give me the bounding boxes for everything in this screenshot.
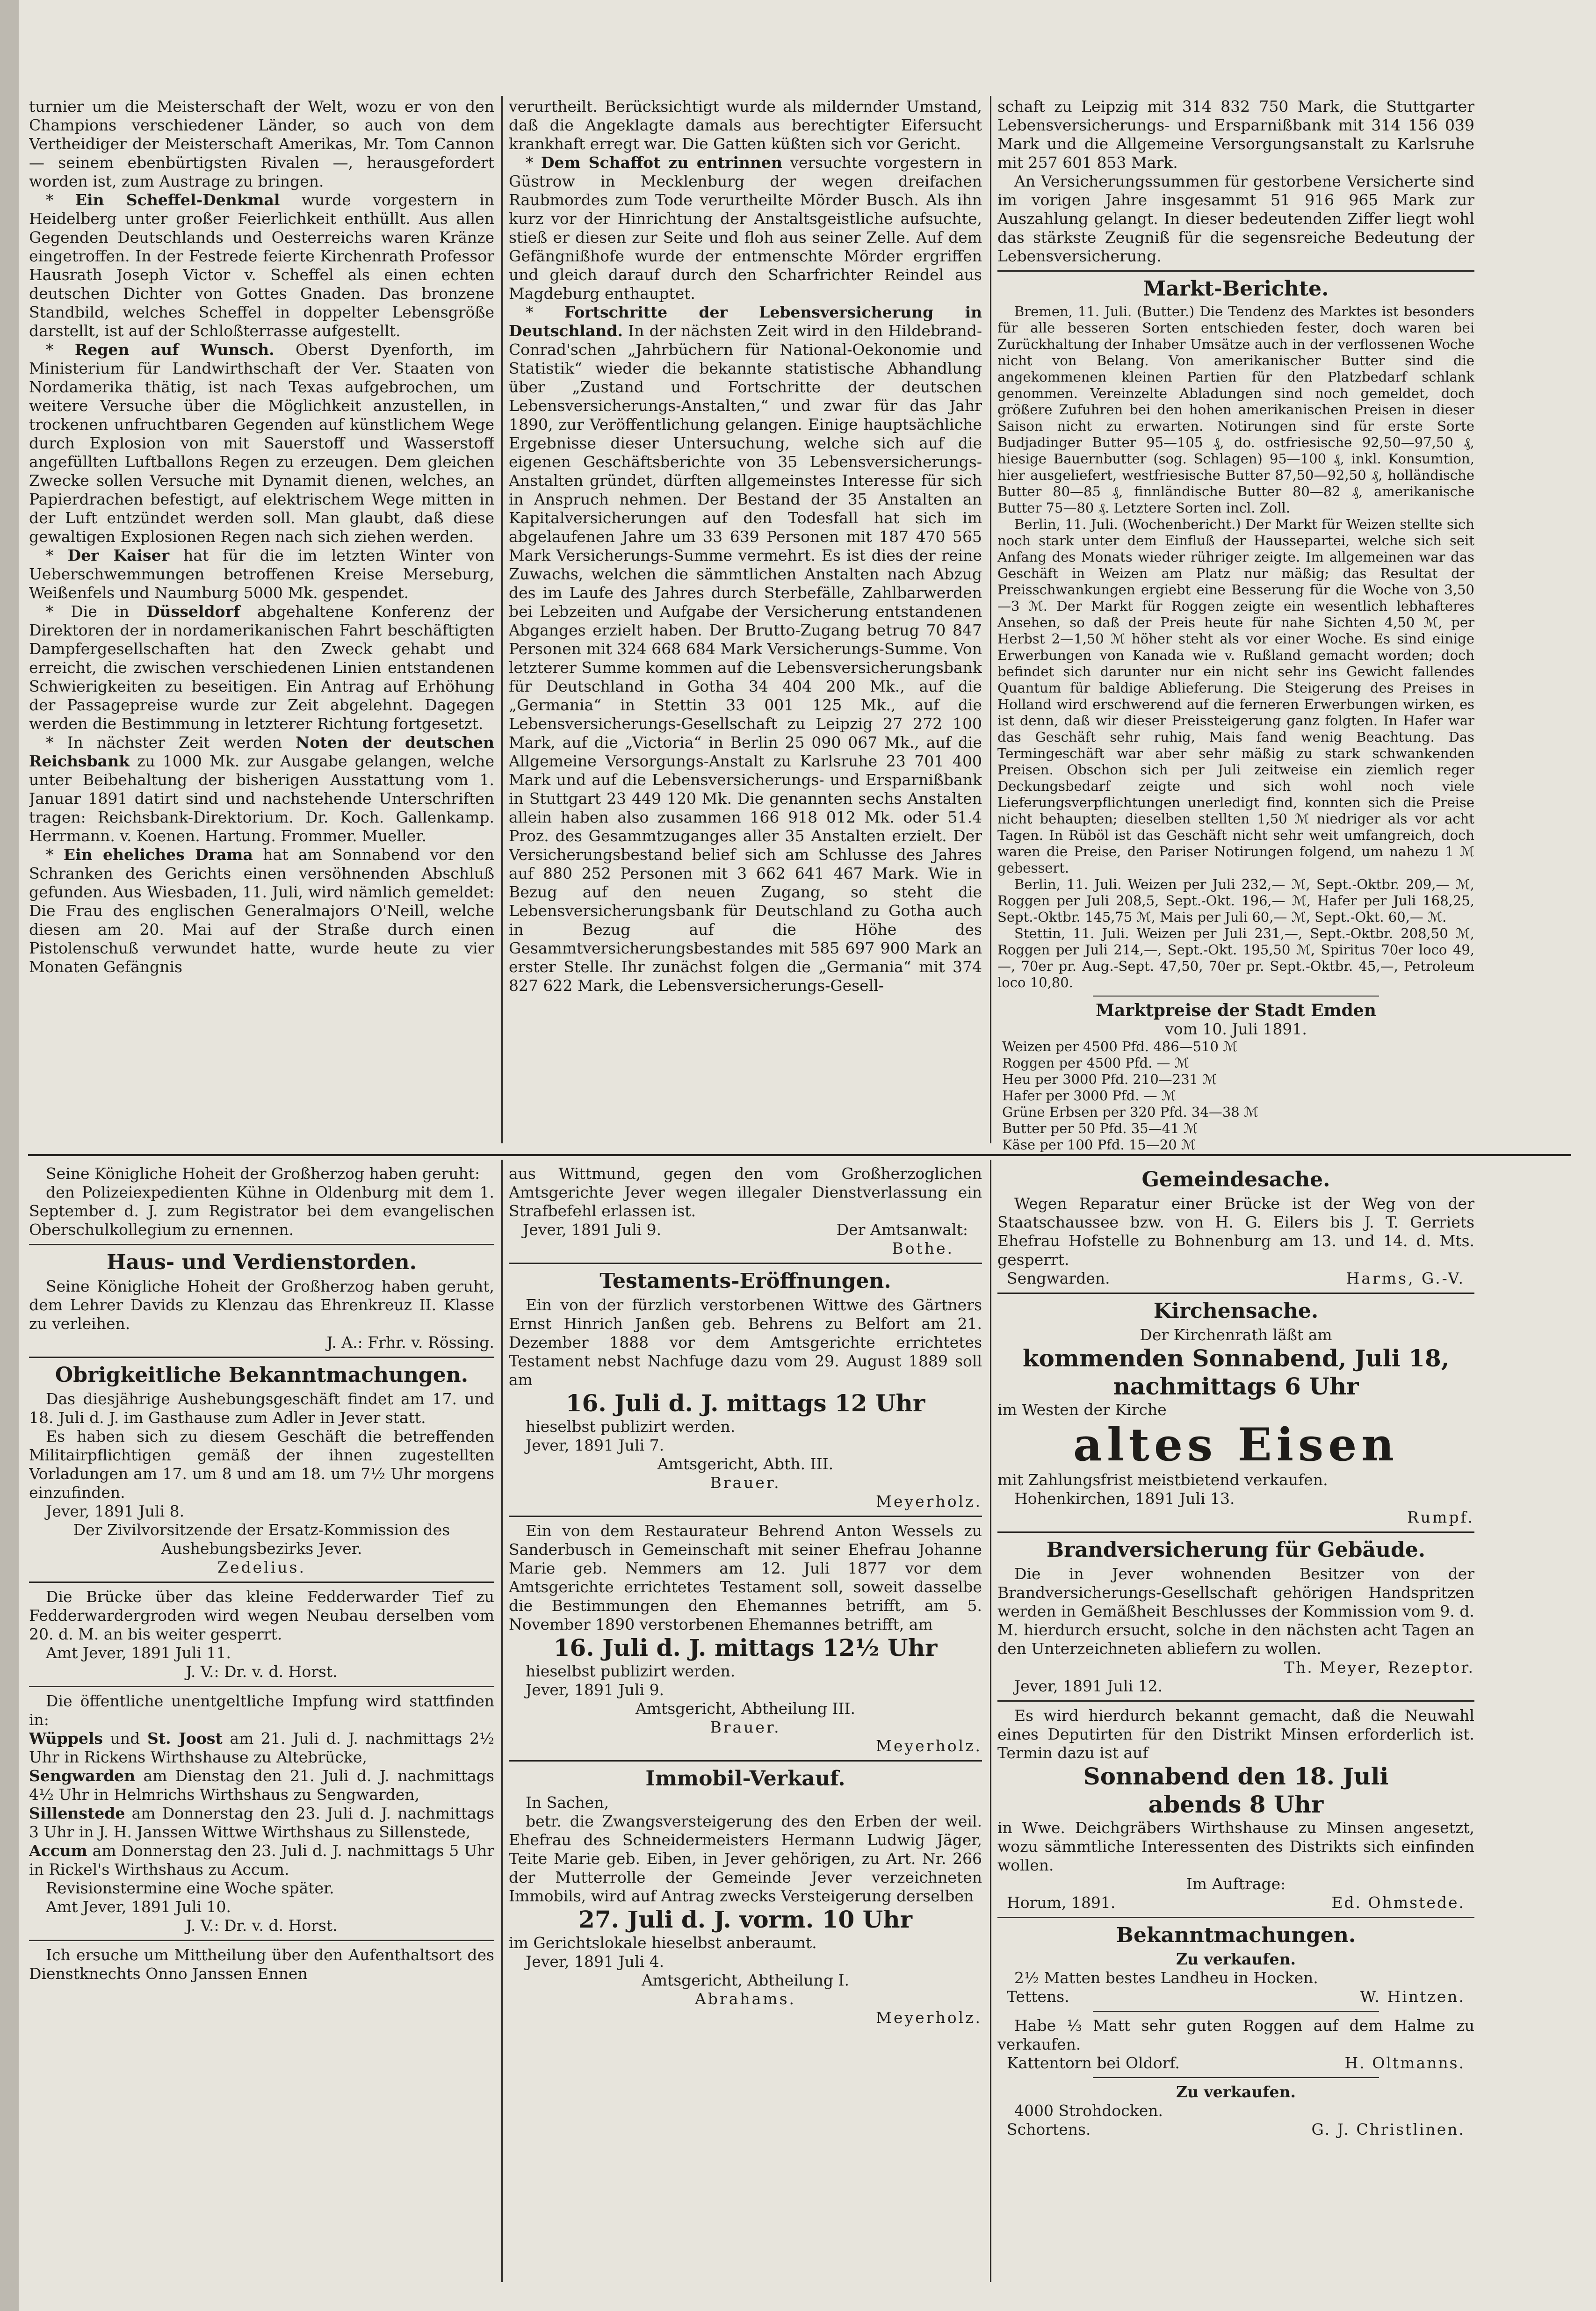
notice-text: In Sachen, — [526, 1793, 609, 1812]
price-line: Butter per 50 Pfd. 35—41 ℳ — [1002, 1120, 1198, 1136]
notice-text: aus Wittmund, gegen den vom Großherzoglichen Amtsgerichte Jever wegen illegaler Dienstverlassung ein Strafbefehl erlassen ist. — [509, 1164, 982, 1220]
divider — [997, 1700, 1474, 1702]
notice-text: Amtsgericht, Abtheilung I. — [641, 1971, 850, 1989]
divider — [1093, 996, 1379, 997]
notice-text: Hohenkirchen, 1891 Juli 13. — [1014, 1489, 1235, 1508]
notice-text: Amtsgericht, Abtheilung III. — [635, 1699, 856, 1718]
notice-text: Der Zivilvorsitzende der Ersatz-Kommission des Aushebungsbezirks Jever. — [73, 1521, 450, 1558]
article-heading: Ein eheliches Drama — [63, 845, 253, 864]
price-line: Käse per 100 Pfd. 15—20 ℳ — [1002, 1137, 1196, 1152]
section-title: Kirchensache. — [1153, 1299, 1319, 1323]
divider — [1093, 2077, 1379, 2078]
notice-time: abends 8 Uhr — [1148, 1791, 1324, 1818]
notice-signature: Brauer. — [710, 1473, 781, 1492]
notice-text: Habe ⅓ Matt sehr guten Roggen auf dem Halme zu verkaufen. — [997, 2016, 1474, 2053]
notice-text: den Polizeiexpedienten Kühne in Oldenburg mit dem 1. September d. J. zum Registrator bei dem evangelischen Oberschulkollegium zu ernennen. — [29, 1183, 494, 1239]
article-paragraph: verurtheilt. Berücksichtigt wurde als mildernder Umstand, daß die Angeklagte damals aus berechtigter Eifersucht krankhaft erregt war. Die Gatten küßten sich vor Gericht. — [509, 97, 982, 153]
notice-signature: Harms, G.-V. — [1346, 1269, 1465, 1287]
notice-text: Die in Jever wohnenden Besitzer von der Brandversicherungs-Gesellschaft gehörigen Handspritzen werden in Gemäßheit Beschlusses der Kommission vom 9. d. M. hierdurch ersucht, solche in den nächsten acht Tagen an den Unterzeichneten abliefern zu wollen. — [997, 1565, 1474, 1658]
price-line: Roggen per 4500 Pfd. — ℳ — [1002, 1055, 1189, 1071]
notice-text: im Gerichtslokale hieselbst anberaumt. — [509, 1934, 817, 1952]
notice-signature: Meyerholz. — [876, 1492, 982, 1510]
notice-text: Jever, 1891 Juli 9. — [523, 1220, 662, 1239]
market-report: Stettin, 11. Juli. Weizen per Juli 231,—, Sept.-Oktbr. 208,50 ℳ, Roggen per Juli 214,—, Sept.-Okt. 195,50 ℳ, Spiritus 70er loco 49,—, 70er pr. Aug.-Sept. 47,50, 70er pr. Sept.-Oktbr. 45,—, Petroleum loco 10,80. — [997, 925, 1474, 990]
notice-text: Sillenstede am Donnerstag den 23. Juli d. J. nachmittags 3 Uhr in J. H. Janssen Wittwe Wirthshaus zu Sillenstede, — [29, 1804, 494, 1841]
notice-headline: altes Eisen — [1073, 1418, 1399, 1471]
notice-subtitle: Zu verkaufen. — [1176, 2083, 1296, 2101]
notice-text: Wegen Reparatur einer Brücke ist der Weg von der Staatschaussee bzw. von H. G. Eilers bis J. T. Gerriets Ehefrau Hofstelle zu Bohnenburg am 13. und 14. d. Mts. gesperrt. — [997, 1194, 1474, 1269]
article-paragraph: * Regen auf Wunsch. Oberst Dyenforth, im Ministerium für Landwirthschaft der Ver. Staaten von Nordamerika thätig, ist nach Texas aufgebrochen, um weitere Versuche über die Möglichkeit anzustellen, in trockenen unfruchtbaren Gegenden auf künstlichem Wege durch Explosion von mit Sauerstoff und Wasserstoff angefüllten Luftballons Regen zu erzeugen. Dem gleichen Zwecke sollen Versuche mit Dynamit dienen, welches, an Papierdrachen befestigt, auf elektrischem Wege mitten in der Luft entzündet werden soll. Man glaubt, daß diese gewaltigen Explosionen Regen nach sich ziehen werden. — [29, 340, 494, 546]
notice-text: im Westen der Kirche — [997, 1401, 1167, 1419]
article-paragraph: * In nächster Zeit werden Noten der deutschen Reichsbank zu 1000 Mk. zur Ausgabe gelangen, welche unter Beibehaltung der bisherigen Ausstattung vom 1. Januar 1891 datirt sind und nachstehende Unterschriften tragen: Reichsbank-Direktorium. Dr. Koch. Gallenkamp. Herrmann. v. Koenen. Hartung. Frommer. Mueller. — [29, 733, 494, 845]
article-heading: Düsseldorf — [146, 602, 240, 621]
page-gutter — [0, 0, 19, 2311]
section-title: Bekanntmachungen. — [1116, 1923, 1356, 1947]
notice-text: Ein von der fürzlich verstorbenen Wittwe des Gärtners Ernst Hinrich Janßen geb. Behrens zu Belfort am 21. Dezember 1888 vor dem Amtsgerichte errichtetes Testament nebst Nachfuge dazu vom 29. August 1889 soll am — [509, 1296, 982, 1389]
notice-signature: G. J. Christlinen. — [1311, 2120, 1465, 2138]
notice-text: Amtsgericht, Abth. III. — [657, 1455, 834, 1473]
divider — [29, 1357, 494, 1358]
market-prices-date: vom 10. Juli 1891. — [1165, 1020, 1307, 1038]
notice-text: mit Zahlungsfrist meistbietend verkaufen. — [997, 1471, 1328, 1489]
divider — [29, 1582, 494, 1583]
notice-signature: W. Hintzen. — [1360, 1987, 1465, 2006]
notice-text: Ein von dem Restaurateur Behrend Anton Wessels zu Sanderbusch in Gemeinschaft mit seiner Ehefrau Johanne Marie geb. Nemmers am 12. Juli 1877 vor dem Amtsgerichte errichtetes Testament soll, soweit dasselbe die Bestimmungen den Ehemannes betrifft, am 5. November 1890 verstorbenen Ehemannes betrifft, am — [509, 1522, 982, 1633]
section-title: Obrigkeitliche Bekanntmachungen. — [55, 1363, 469, 1387]
notice-text: Sengwarden. — [1007, 1269, 1110, 1287]
notice-text: hieselbst publizirt werden. — [526, 1662, 736, 1680]
notice-date: Sonnabend den 18. Juli — [1083, 1762, 1389, 1790]
article-paragraph: * Dem Schaffot zu entrinnen versuchte vorgestern in Güstrow in Mecklenburg der wegen dreifachen Raubmordes zum Tode verurtheilte Mörder Busch. Als ihn kurz vor der Hinrichtung der Anstaltsgeistliche aufsuchte, stieß er diesen zur Seite und floh aus seiner Zelle. Auf dem Gefängnißhofe wurde der entmenschte Mörder ergriffen und gleich darauf durch den Scharfrichter Reindel aus Magdeburg enthauptet. — [509, 153, 982, 303]
notices-column-3 — [997, 1164, 1474, 2296]
article-heading: Der Kaiser — [67, 546, 170, 564]
market-report: Berlin, 11. Juli. Weizen per Juli 232,— ℳ, Sept.-Oktbr. 209,— ℳ, Roggen per Juli 208,5, Sept.-Okt. 196,— ℳ, Hafer per Juli 168,25, Sept.-Oktbr. 145,75 ℳ, Mais per Juli 60,— ℳ, Sept.-Okt. 60,— ℳ. — [997, 876, 1474, 925]
notice-date: 16. Juli d. J. mittags 12 Uhr — [565, 1389, 925, 1417]
article-heading: Regen auf Wunsch. — [74, 340, 274, 359]
divider — [29, 1940, 494, 1941]
article-paragraph: * Ein eheliches Drama hat am Sonnabend vor den Schranken des Gerichts einen versöhnenden Abschluß gefunden. Aus Wiesbaden, 11. Juli, wird nämlich gemeldet: Die Frau des englischen Generalmajors O'Neill, welche diesen am 20. Mai auf der Straße durch einen Pistolenschuß verwundet hatte, wurde heute zu vier Monaten Gefängnis — [29, 845, 494, 976]
article-paragraph: * Ein Scheffel-Denkmal wurde vorgestern in Heidelberg unter großer Feierlichkeit enthüllt. Aus allen Gegenden Deutschlands und Oesterreichs waren Kränze eingetroffen. In der Festrede feierte Kirchenrath Professor Hausrath Joseph Victor v. Scheffel als einen echten deutschen Dichter von Gottes Gnaden. Das bronzene Standbild, welches Scheffel in doppelter Lebensgröße darstellt, ist auf der Schloßterrasse aufgestellt. — [29, 191, 494, 340]
notice-signature: Ed. Ohmstede. — [1331, 1893, 1465, 1912]
notices-column-2 — [509, 1164, 982, 2296]
article-paragraph: turnier um die Meisterschaft der Welt, wozu er von den Champions verschiedener Länder, so auch von dem Vertheidiger der Meisterschaft Amerikas, Mr. Tom Cannon — seinem ebenbürtigsten Rivalen —, herausgefordert worden ist, zum Austrage zu bringen. — [29, 97, 494, 190]
notice-text: Ich ersuche um Mittheilung über den Aufenthaltsort des Dienstknechts Onno Janssen Ennen — [29, 1946, 494, 1983]
article-paragraph: * Der Kaiser hat für die im letzten Winter von Ueberschwemmungen betroffenen Kreise Merseburg, Weißenfels und Naumburg 5000 Mk. gespendet. — [29, 546, 494, 602]
notice-signature: Meyerholz. — [876, 1737, 982, 1755]
divider — [997, 1293, 1474, 1294]
notice-text: Seine Königliche Hoheit der Großherzog haben geruht, dem Lehrer Davids zu Klenzau das Ehrenkreuz II. Klasse zu verleihen. — [29, 1277, 494, 1333]
divider — [997, 1917, 1474, 1918]
notice-text: 4000 Strohdocken. — [1014, 2102, 1163, 2120]
article-heading: Ein Scheffel-Denkmal — [75, 191, 280, 209]
notice-text: Die öffentliche unentgeltliche Impfung wird stattfinden in: — [29, 1692, 494, 1729]
article-column-2 — [509, 97, 982, 1152]
section-title: Haus- und Verdienstorden. — [107, 1250, 417, 1274]
notices-column-1 — [29, 1164, 494, 2296]
notice-text: Jever, 1891 Juli 7. — [526, 1436, 664, 1454]
article-paragraph: * Die in Düsseldorf abgehaltene Konferenz der Direktoren der in nordamerikanischen Fahrt beschäftigten Dampfergesellschaften hat den Zweck gehabt und erreicht, die zwischen verschiedenen Linien entstandenen Schwierigkeiten zu beseitigen. Ein Antrag auf Erhöhung der Passagepreise wurde zur Zeit abgelehnt. Dagegen werden die Bestimmung in letzterer Richtung fortgesetzt. — [29, 602, 494, 733]
notice-signature: Bothe. — [892, 1239, 954, 1257]
divider — [997, 270, 1474, 272]
notice-signature: Meyerholz. — [876, 2008, 982, 2027]
notice-text: Accum am Donnerstag den 23. Juli d. J. nachmittags 5 Uhr in Rickel's Wirthshaus zu Accum. — [29, 1842, 494, 1878]
notice-text: Jever, 1891 Juli 8. — [46, 1502, 185, 1520]
column-rule — [990, 1160, 991, 2282]
column-rule — [990, 96, 991, 1143]
notice-text: Das diesjährige Aushebungsgeschäft findet am 17. und 18. Juli d. J. im Gasthause zum Adler in Jever statt. — [29, 1390, 494, 1427]
section-divider — [28, 1154, 1571, 1156]
column-rule — [501, 1160, 503, 2282]
market-report: Bremen, 11. Juli. (Butter.) Die Tendenz des Marktes ist besonders für alle besseren Sorten entschieden fester, doch waren bei Zurückhaltung der Inhaber Umsätze auch in der verflossenen Woche nicht von Belang. Von amerikanischer Butter sind die angekommenen kleinen Partien für den Platzbedarf schlank genommen. Vereinzelte Abladungen sind noch gemeldet, doch größere Zufuhren bei den hohen amerikanischen Preisen in dieser Saison nicht zu erwarten. Notirungen sind für erste Sorte Budjadinger Butter 95—105 ₰, do. ostfriesische 92,50—97,50 ₰, hiesige Bauernbutter (sog. Schlagen) 95—100 ₰, inkl. Konsumtion, hier ausgeliefert, westfriesische Butter 87,50—92,50 ₰, holländische Butter 80—85 ₰, finnländische Butter 80—82 ₰, amerikanische Butter 75—80 ₰. Letztere Sorten incl. Zoll. — [997, 303, 1474, 516]
article-column-1 — [29, 97, 494, 1152]
divider — [997, 1531, 1474, 1533]
notice-date: kommenden Sonnabend, Juli 18, — [1022, 1344, 1450, 1372]
divider — [509, 1760, 982, 1762]
article-heading: Fortschritte der Lebensversicherung in Deutschland. — [509, 303, 982, 340]
divider — [1093, 2011, 1379, 2012]
notice-signature: J. V.: Dr. v. d. Horst. — [186, 1916, 338, 1935]
article-paragraph: * Fortschritte der Lebensversicherung in Deutschland. In der nächsten Zeit wird in den Hildebrand-Conrad'schen „Jahrbüchern für National-Oekonomie und Statistik“ wieder die bekannte statistische Abhandlung über „Zustand und Fortschritte der deutschen Lebensversicherungs-Anstalten,“ und zwar für das Jahr 1890, zur Veröffentlichung gelangen. Einige hauptsächliche Ergebnisse dieser Untersuchung, welche sich auf die eigenen Geschäftsberichte von 35 Lebensversicherungs-Anstalten gründet, dürften allgemeinstes Interesse für sich in Anspruch nehmen. Der Bestand der 35 Anstalten an Kapitalversicherungen auf den Todesfall hat sich im abgelaufenen Jahre um 33 639 Personen mit 187 470 565 Mark Versicherungs-Summe vermehrt. Es ist dies der reine Zuwachs, welchen die sämmtlichen Anstalten nach Abzug des im Laufe des Jahres durch Sterbefälle, Zahlbarwerden bei Lebzeiten und Aufgabe der Versicherung entstandenen Abganges erzielt haben. Der Brutto-Zugang betrug 70 847 Personen mit 324 668 684 Mark Versicherungs-Summe. Von letzterer Summe kommen auf die Lebensversicherungsbank für Deutschland in Gotha 34 404 200 Mk., auf die „Germania“ in Stettin 33 001 125 Mk., auf die Lebensversicherungs-Gesellschaft zu Leipzig 27 272 100 Mark, auf die „Victoria“ in Berlin 25 090 067 Mk., auf die Allgemeine Versorgungs-Anstalt zu Karlsruhe 23 701 400 Mark und auf die Lebensversicherungs- und Ersparnißbank in Stuttgart 23 449 120 Mk. Die genannten sechs Anstalten allein haben also zusammen 166 918 012 Mk. oder 51.4 Proz. des Gesammtzuganges aller 35 Anstalten erzielt. Der Versicherungsbestand belief sich am Schlusse des Jahres auf 880 252 Personen mit 3 662 641 467 Mark. Wie in Bezug auf den neuen Zugang, so steht die Lebensversicherungsbank für Deutschland zu Gotha auch in Bezug auf die Höhe des Gesammtversicherungsbestandes mit 585 697 900 Mark an erster Stelle. Ihr zunächst folgen die „Germania“ mit 374 827 622 Mark, die Lebensversicherungs-Gesell- — [509, 303, 982, 995]
notice-text: hieselbst publizirt werden. — [526, 1417, 736, 1436]
notice-signature: J. V.: Dr. v. d. Horst. — [186, 1662, 338, 1681]
notice-text: Sengwarden am Dienstag den 21. Juli d. J. nachmittags 4½ Uhr in Helmrichs Wirthshaus zu Sengwarden, — [29, 1767, 494, 1804]
notice-text: Kattentorn bei Oldorf. — [1007, 2054, 1180, 2072]
market-reports-title: Markt-Berichte. — [1143, 277, 1329, 301]
notice-text: 2½ Matten bestes Landheu in Hocken. — [1014, 1969, 1318, 1987]
notice-text: Der Kirchenrath läßt am — [1140, 1326, 1332, 1344]
notice-subtitle: Zu verkaufen. — [1176, 1950, 1296, 1968]
price-line: Grüne Erbsen per 320 Pfd. 34—38 ℳ — [1002, 1104, 1258, 1120]
divider — [29, 1686, 494, 1687]
notice-text: Amt Jever, 1891 Juli 10. — [46, 1898, 231, 1916]
notice-text: Der Amtsanwalt: — [836, 1220, 968, 1239]
divider — [29, 1244, 494, 1245]
notice-text: Jever, 1891 Juli 9. — [526, 1681, 664, 1699]
divider — [509, 1516, 982, 1517]
notice-date: 16. Juli d. J. mittags 12½ Uhr — [553, 1634, 938, 1661]
section-title: Testaments-Eröffnungen. — [599, 1269, 891, 1293]
notice-text: Es haben sich zu diesem Geschäft die betreffenden Militairpflichtigen gemäß der ihnen zugestellten Vorladungen am 17. um 8 und am 18. um 7½ Uhr morgens einzufinden. — [29, 1427, 494, 1502]
notice-signature: Rumpf. — [1407, 1508, 1474, 1526]
notice-text: Horum, 1891. — [1007, 1893, 1116, 1912]
notice-text: Tettens. — [1007, 1987, 1069, 2006]
notice-text: Wüppels und St. Joost am 21. Juli d. J. nachmittags 2½ Uhr in Rickens Wirthshause zu Altebrücke, — [29, 1729, 494, 1766]
section-title: Immobil-Verkauf. — [645, 1767, 845, 1791]
section-title: Gemeindesache. — [1141, 1168, 1330, 1192]
section-title: Brandversicherung für Gebäude. — [1046, 1538, 1426, 1562]
notice-text: Amt Jever, 1891 Juli 11. — [46, 1644, 231, 1662]
article-heading: Noten der deutschen Reichsbank — [29, 733, 494, 770]
notice-text: Revisionstermine eine Woche später. — [46, 1879, 334, 1897]
notice-time: nachmittags 6 Uhr — [1113, 1372, 1359, 1400]
notice-text: Jever, 1891 Juli 4. — [526, 1952, 664, 1971]
notice-signature: Brauer. — [710, 1718, 781, 1736]
notice-text: Schortens. — [1007, 2120, 1091, 2138]
article-column-3 — [997, 97, 1474, 1152]
price-line: Hafer per 3000 Pfd. — ℳ — [1002, 1088, 1176, 1104]
notice-signature: Abrahams. — [694, 1990, 796, 2008]
notice-signature: J. A.: Frhr. v. Rössing. — [326, 1333, 494, 1351]
notice-text: Im Auftrage: — [1186, 1875, 1286, 1893]
notice-text: Die Brücke über das kleine Fedderwarder Tief zu Fedderwardergroden wird wegen Neubau derselben vom 20. d. M. an bis weiter gesperrt. — [29, 1588, 494, 1643]
article-paragraph: An Versicherungssummen für gestorbene Versicherte sind im vorigen Jahre insgesammt 51 916 965 Mark zur Auszahlung gelangt. In dieser bedeutenden Ziffer liegt wohl das stärkste Zeugniß für die segensreiche Bedeutung der Lebensversicherung. — [997, 172, 1474, 265]
article-paragraph: schaft zu Leipzig mit 314 832 750 Mark, die Stuttgarter Lebensversicherungs- und Ersparnißbank mit 314 156 039 Mark und die Allgemeine Versorgungsanstalt zu Karlsruhe mit 257 601 853 Mark. — [997, 97, 1474, 172]
price-line: Weizen per 4500 Pfd. 486—510 ℳ — [1002, 1039, 1238, 1054]
notice-date: 27. Juli d. J. vorm. 10 Uhr — [578, 1906, 912, 1933]
price-line: Heu per 3000 Pfd. 210—231 ℳ — [1002, 1071, 1217, 1087]
notice-text: betr. die Zwangsversteigerung des den Erben der weil. Ehefrau des Schneidermeisters Hermann Ludwig Jäger, Teite Marie geb. Eiben, in Jever gehörigen, zu Art. Nr. 266 der Mutterrolle der Gemeinde Jever verzeichneten Immobils, wird auf Antrag zwecks Versteigerung derselben — [509, 1812, 982, 1905]
market-report: Berlin, 11. Juli. (Wochenbericht.) Der Markt für Weizen stellte sich noch stark unter dem Einfluß der Haussepartei, welche sich seit Anfang des Monats wieder rühriger zeigte. Im allgemeinen war das Geschäft in Weizen am Platz nur mäßig; das Resultat der Preisschwankungen ergiebt eine Besserung für die Woche von 3,50—3 ℳ. Der Markt für Roggen zeigte ein wesentlich lebhafteres Ansehen, so daß der Preis heute für nahe Sichten 4,50 ℳ, per Herbst 2—1,50 ℳ höher steht als vor einer Woche. Es sind einige Erwerbungen von Kanada wie v. Rußland gemacht worden; doch befindet sich darunter nur ein nicht sehr ins Gewicht fallendes Quantum für baldige Ablieferung. Die Steigerung des Preises in Holland wird erschwerend auf die ferneren Erwerbungen wirken, es ist denn, daß wir dieser Preissteigerung ganz folgten. In Hafer war das Geschäft sehr ruhig, Mais fand wenig Beachtung. Das Termingeschäft war aber sehr mäßig zu stark schwankenden Preisen. Obschon sich per Juli zeitweise ein ziemlich reger Deckungsbedarf zeigte und sich wohl noch viele Lieferungsverpflichtungen unerledigt find, konnten sich die Preise nicht behaupten; dieselben stellten 1,50 ℳ niedriger als vor acht Tagen. In Rüböl ist das Geschäft nicht sehr weit umfangreich, doch waren die Preise, den Pariser Notirungen folgend, um nahezu 1 ℳ gebessert. — [997, 516, 1474, 876]
market-prices-title: Marktpreise der Stadt Emden — [1096, 1001, 1376, 1020]
notice-signature: Zedelius. — [217, 1558, 306, 1576]
notice-text: Es wird hierdurch bekannt gemacht, daß die Neuwahl eines Deputirten für den Distrikt Minsen erforderlich ist. Termin dazu ist auf — [997, 1706, 1474, 1762]
notice-text: Seine Königliche Hoheit der Großherzog haben geruht: — [46, 1164, 480, 1183]
notice-text: in Wwe. Deichgräbers Wirthshause zu Minsen angesetzt, wozu sämmtliche Interessenten des Distrikts sich einfinden wollen. — [997, 1819, 1474, 1874]
notice-signature: Th. Meyer, Rezeptor. — [1284, 1658, 1474, 1676]
notice-text: Jever, 1891 Juli 12. — [1014, 1677, 1163, 1695]
divider — [509, 1263, 982, 1264]
notice-signature: H. Oltmanns. — [1344, 2054, 1465, 2072]
article-heading: Dem Schaffot zu entrinnen — [541, 153, 782, 172]
column-rule — [501, 96, 503, 1143]
